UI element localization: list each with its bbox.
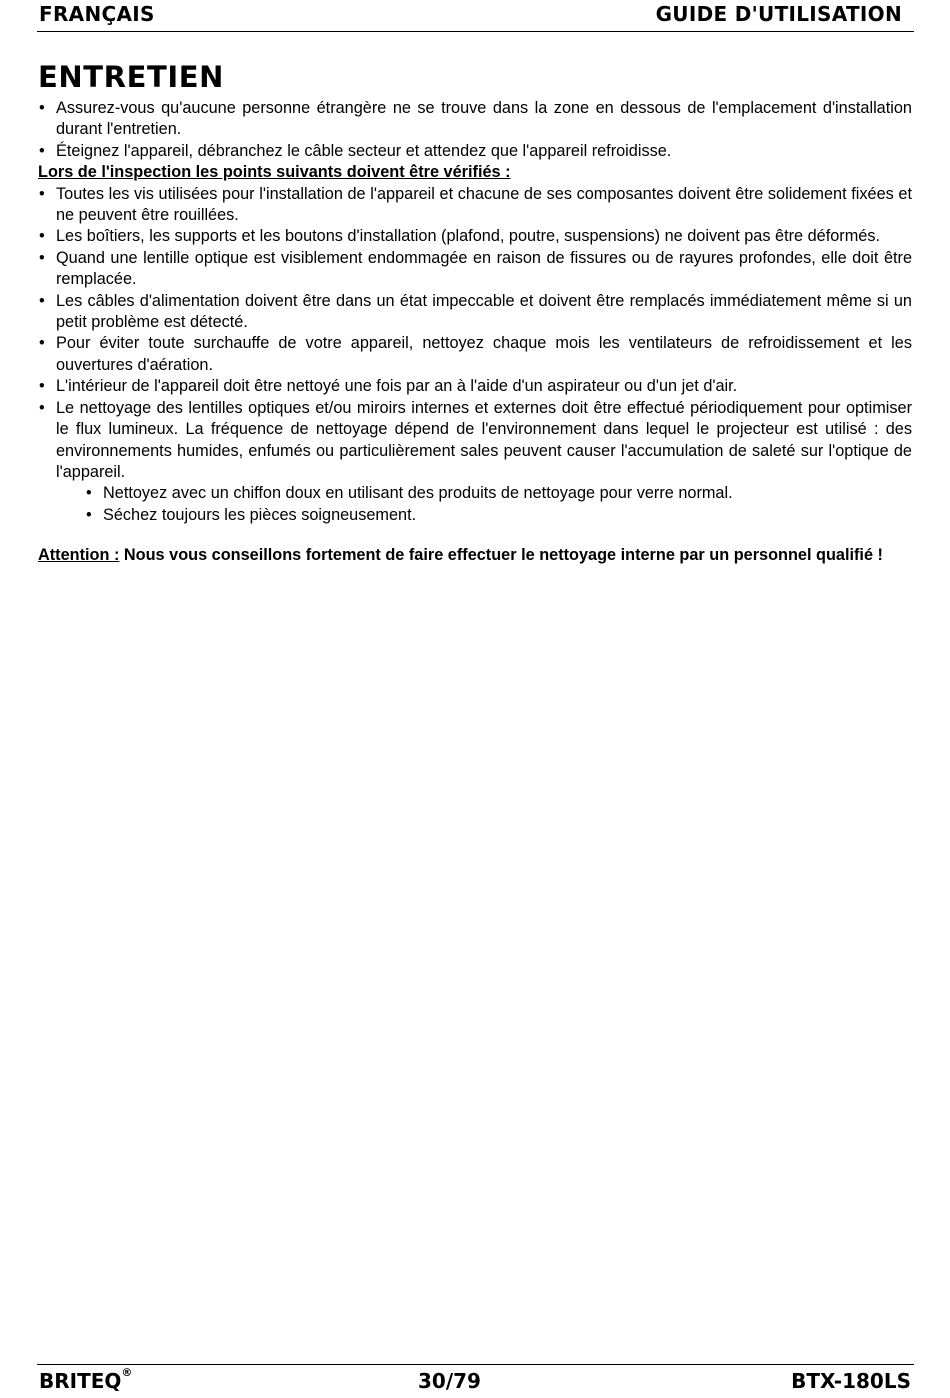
list-item: • Toutes les vis utilisées pour l'installation de l'appareil et chacune de ses composantes doivent être solidement fixées et ne peuvent être rouillées. xyxy=(38,184,912,227)
list-item: • Séchez toujours les pièces soigneusement. xyxy=(85,505,912,526)
spacer xyxy=(38,526,912,545)
page-header xyxy=(37,0,914,32)
footer-model: BTX-180LS xyxy=(791,1369,911,1393)
inspection-heading: Lors de l'inspection les points suivants doivent être vérifiés : xyxy=(38,163,511,182)
page-number: 30/79 xyxy=(418,1369,481,1393)
header-guide-title: GUIDE D'UTILISATION xyxy=(655,2,902,26)
list-item: • Le nettoyage des lentilles optiques et/ou miroirs internes et externes doit être effectué périodiquement pour optimiser le flux lumineux. La fréquence de nettoyage dépend de l'environnement dans lequel le projecteur est utilisé : des environnements humides, enfumés ou particulièrement sales peuvent causer l'accumulation de saleté sur l'optique de l'appareil. xyxy=(38,398,912,484)
list-item: • Les câbles d'alimentation doivent être dans un état impeccable et doivent être remplacés immédiatement même si un petit problème est détecté. xyxy=(38,291,912,334)
attention-label: Attention : xyxy=(38,546,120,565)
brand-name: BRITEQ xyxy=(39,1369,122,1393)
header-language: FRANÇAIS xyxy=(39,2,155,26)
footer-brand xyxy=(39,1366,133,1393)
cleaning-sub-list xyxy=(85,483,912,526)
attention-text: Nous vous conseillons fortement de faire effectuer le nettoyage interne par un personnel qualifié ! xyxy=(119,546,883,565)
attention-note xyxy=(38,545,912,566)
intro-list xyxy=(38,98,912,162)
list-item: • Pour éviter toute surchauffe de votre appareil, nettoyez chaque mois les ventilateurs de refroidissement et les ouvertures d'aération. xyxy=(38,333,912,376)
section-title: ENTRETIEN xyxy=(38,60,225,94)
list-item: • Assurez-vous qu'aucune personne étrangère ne se trouve dans la zone en dessous de l'emplacement d'installation durant l'entretien. xyxy=(38,98,912,141)
page-footer xyxy=(37,1364,914,1398)
list-item: • L'intérieur de l'appareil doit être nettoyé une fois par an à l'aide d'un aspirateur ou d'un jet d'air. xyxy=(38,376,912,397)
list-item: • Éteignez l'appareil, débranchez le câble secteur et attendez que l'appareil refroidisse. xyxy=(38,141,912,162)
document-body xyxy=(38,98,912,567)
registered-mark: ® xyxy=(121,1366,133,1379)
list-item: • Nettoyez avec un chiffon doux en utilisant des produits de nettoyage pour verre normal. xyxy=(85,483,912,504)
list-item: • Quand une lentille optique est visiblement endommagée en raison de fissures ou de rayures profondes, elle doit être remplacée. xyxy=(38,248,912,291)
inspection-list xyxy=(38,184,912,484)
list-item: • Les boîtiers, les supports et les boutons d'installation (plafond, poutre, suspensions) ne doivent pas être déformés. xyxy=(38,226,912,247)
